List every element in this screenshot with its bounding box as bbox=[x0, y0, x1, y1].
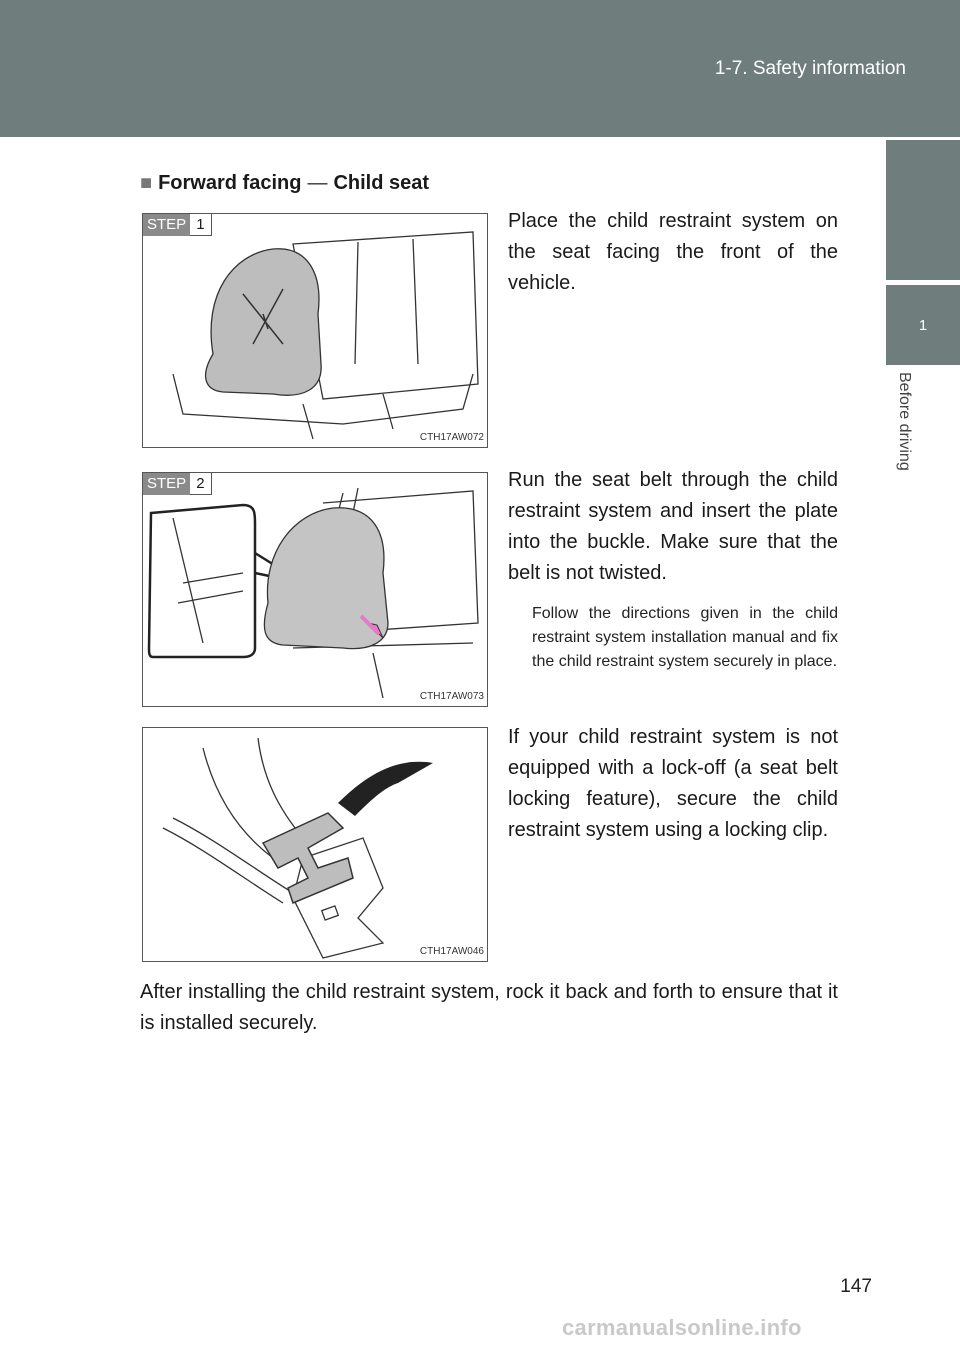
belt-routing-illustration bbox=[143, 473, 489, 708]
step-word: STEP bbox=[143, 214, 190, 236]
watermark: carmanualsonline.info bbox=[562, 1315, 802, 1340]
side-tab-label: Before driving bbox=[896, 372, 913, 471]
figure-code: CTH17AW046 bbox=[419, 946, 484, 957]
header-title: 1-7. Safety information bbox=[714, 58, 906, 79]
section-title-a: Forward facing bbox=[158, 172, 302, 194]
figure-step2 bbox=[142, 472, 488, 707]
section-marker: ■ bbox=[140, 172, 153, 194]
step2-text: Run the seat belt through the child restraint system and insert the plate into the buckle. Make sure that the belt is not twisted. bbox=[508, 469, 838, 584]
side-tab-number: 1 bbox=[886, 285, 960, 365]
child-seat-illustration bbox=[143, 214, 489, 449]
final-paragraph: After installing the child restraint system, rock it back and forth to ensure that it is installed securely. bbox=[140, 981, 838, 1034]
figure-locking-clip bbox=[142, 727, 488, 962]
step-word: STEP bbox=[143, 473, 190, 495]
locking-clip-text: If your child restraint system is not equipped with a lock-off (a seat belt locking feature), secure the child restraint system using a locking clip. bbox=[508, 726, 838, 841]
step-badge-2 bbox=[143, 473, 212, 495]
figure-code: CTH17AW072 bbox=[419, 432, 484, 443]
side-tab-bar bbox=[886, 140, 960, 280]
page-header bbox=[0, 0, 960, 137]
figure-step1 bbox=[142, 213, 488, 448]
section-title-b: Child seat bbox=[333, 172, 430, 194]
step1-text: Place the child restraint system on the seat facing the front of the vehicle. bbox=[508, 210, 838, 294]
step2-note: Follow the directions given in the child restraint system installation manual and fix the child restraint system securely in place. bbox=[532, 605, 838, 670]
step-badge-1 bbox=[143, 214, 212, 236]
step-number: 2 bbox=[190, 473, 211, 495]
locking-clip-illustration bbox=[143, 728, 489, 963]
section-dash: — bbox=[307, 172, 328, 194]
page-number: 147 bbox=[840, 1276, 872, 1297]
figure-code: CTH17AW073 bbox=[419, 691, 484, 702]
section-title bbox=[140, 172, 429, 195]
step-number: 1 bbox=[190, 214, 211, 236]
